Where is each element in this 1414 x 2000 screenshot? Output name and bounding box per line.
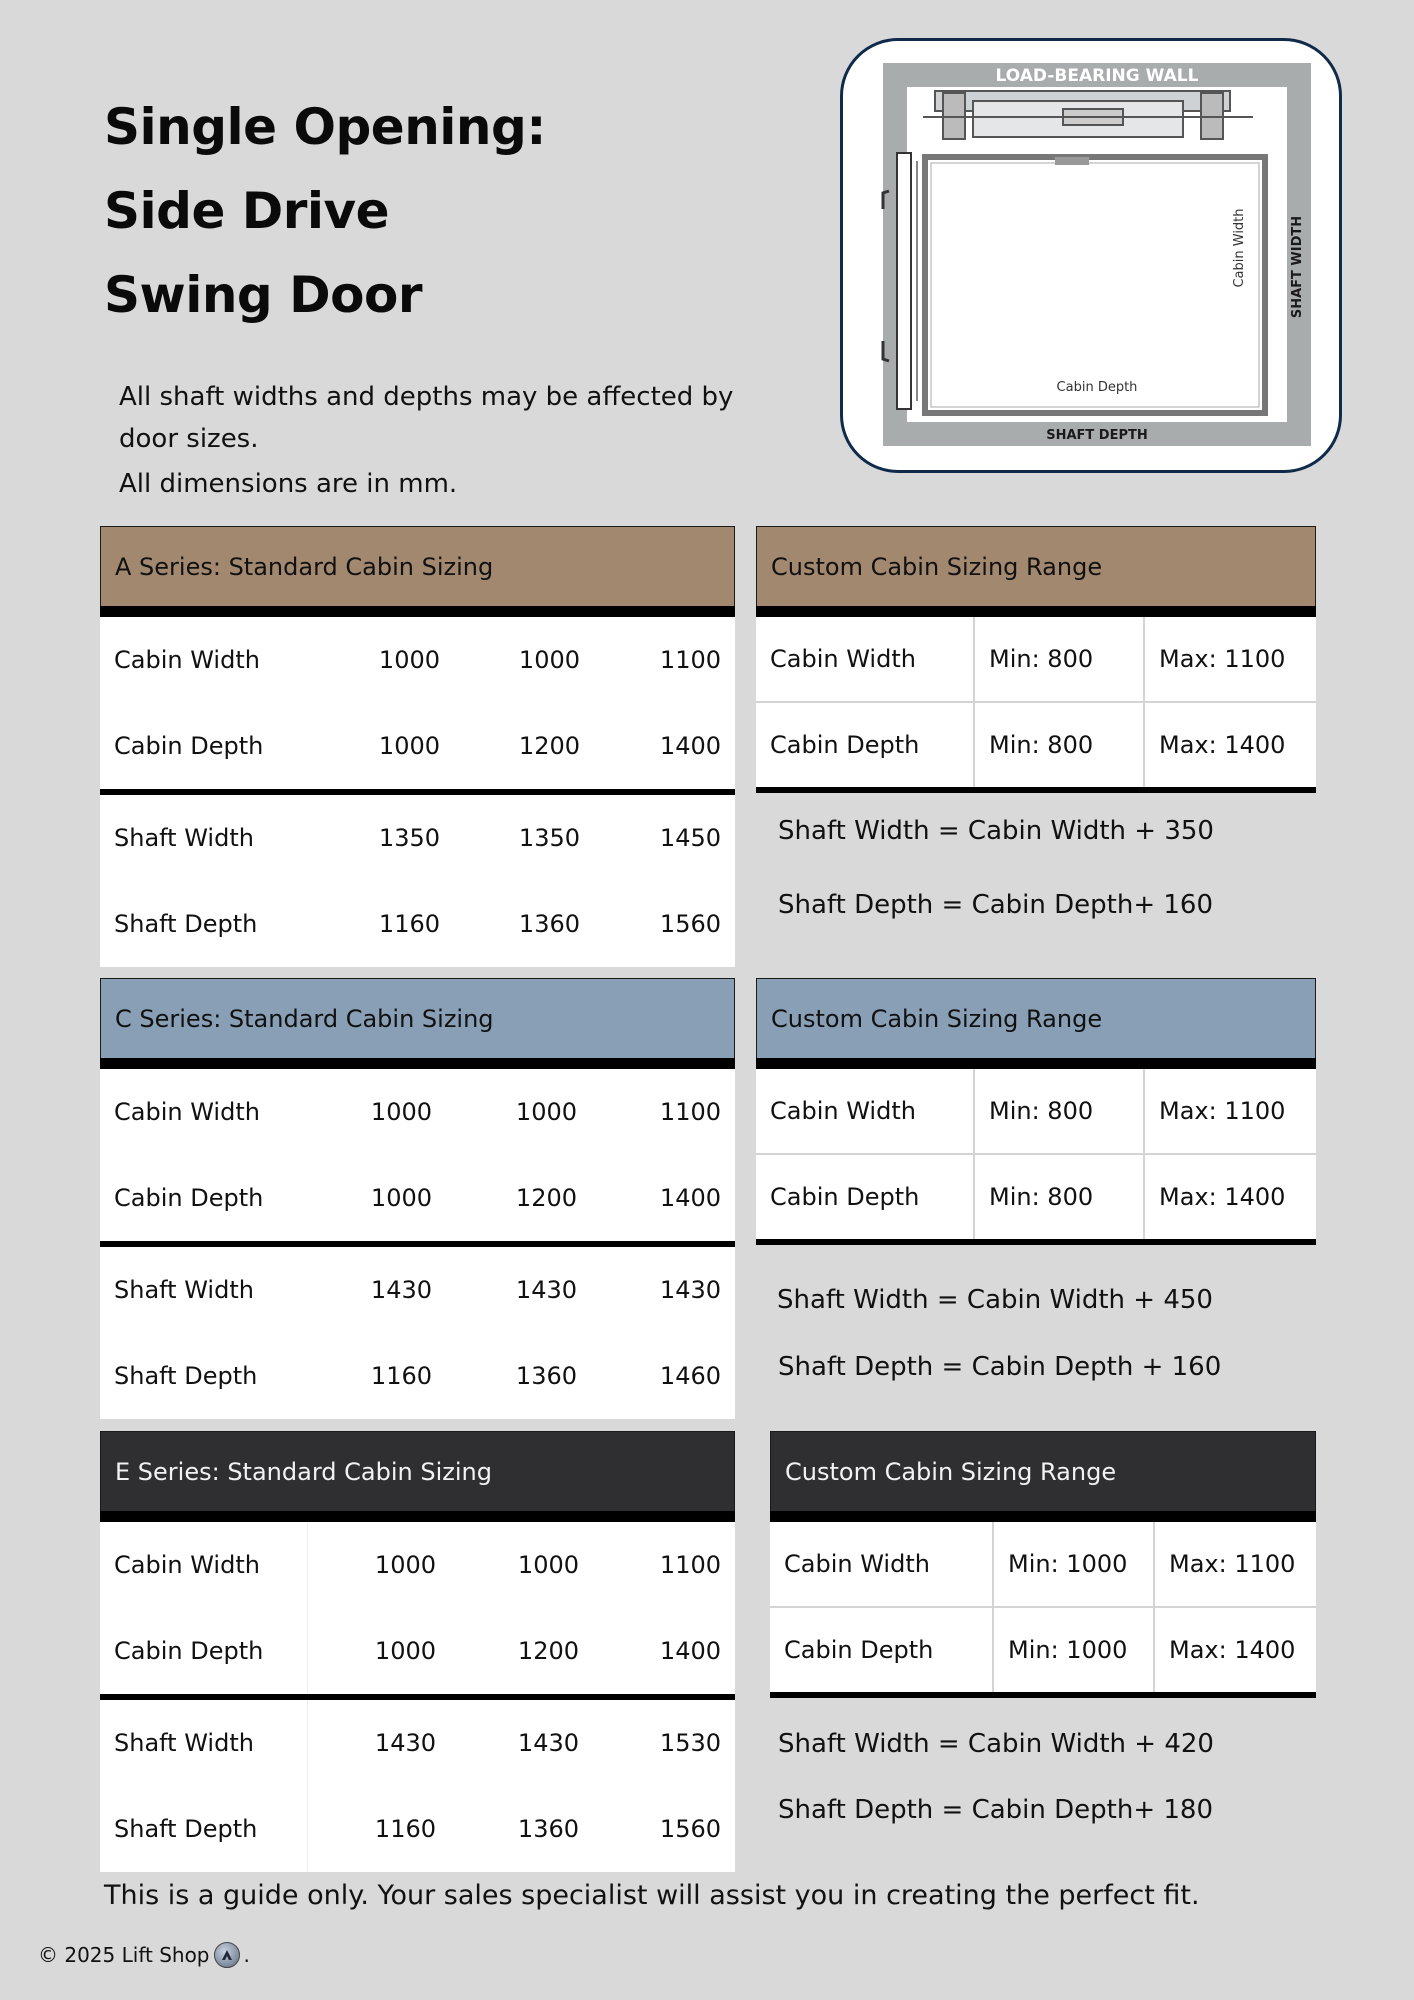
e-series-standard-table [100,1431,735,1872]
cabin-depth-label: Cabin Depth [1056,380,1138,395]
c-formula-shaft-width: Shaft Width = Cabin Width + 450 [777,1285,1213,1315]
row-label: Cabin Width [114,1098,260,1126]
table-row [770,1608,1316,1692]
intro-note-sizes: All shaft widths and depths may be affected by door sizes. [119,382,734,454]
cell-value: 1000 [515,1098,577,1126]
row-label: Shaft Width [114,1276,254,1304]
c-custom-header: Custom Cabin Sizing Range [756,978,1316,1058]
e-formula-shaft-width: Shaft Width = Cabin Width + 420 [778,1729,1214,1759]
cell-value: 1000 [374,1551,436,1579]
cell-value: 1430 [515,1276,577,1304]
table-row [100,1786,735,1872]
cell-value: 1200 [518,732,580,760]
cell-value: 1100 [659,1098,721,1126]
cell-value: 1000 [370,1098,432,1126]
cell-value: 1360 [517,1815,579,1843]
table-row [100,1155,735,1241]
row-label: Shaft Width [100,1700,308,1786]
min-value: Min: 800 [975,1069,1145,1153]
shaft-diagram [840,38,1342,473]
table-row [100,1247,735,1333]
cell-value: 1560 [659,910,721,938]
max-value: Max: 1400 [1159,1183,1286,1211]
table-row [100,1522,735,1608]
cell-value: 1160 [370,1362,432,1390]
shaft-depth-label: SHAFT DEPTH [1046,428,1148,443]
cell-value: 1000 [378,646,440,674]
min-value: Min: 1000 [994,1608,1155,1692]
max-value: Max: 1100 [1159,1097,1286,1125]
cell-value: 1000 [378,732,440,760]
row-label: Cabin Width [100,1522,308,1608]
e-custom-header: Custom Cabin Sizing Range [770,1431,1316,1511]
cabin-width-label: Cabin Width [1232,208,1247,288]
min-value: Min: 1000 [994,1522,1155,1606]
row-label: Cabin Width [114,646,260,674]
shaft-width-label: SHAFT WIDTH [1290,215,1305,319]
cell-value: 1430 [374,1729,436,1757]
guide-disclaimer: This is a guide only. Your sales specialist will assist you in creating the perfect fit. [104,1880,1200,1911]
cell-value: 1200 [517,1637,579,1665]
cell-value: 1350 [518,824,580,852]
drive-mechanism-icon [923,91,1253,139]
cell-value: 1350 [378,824,440,852]
c-series-header: C Series: Standard Cabin Sizing [100,978,735,1058]
table-row [100,703,735,789]
max-value: Max: 1100 [1159,645,1286,673]
table-row [100,795,735,881]
max-value: Max: 1400 [1169,1636,1296,1664]
cell-value: 1560 [659,1815,721,1843]
a-series-standard-table [100,526,735,967]
lift-shop-logo-icon [214,1942,240,1968]
cell-value: 1160 [378,910,440,938]
cell-value: 1400 [659,732,721,760]
table-row [100,617,735,703]
table-row [756,703,1316,787]
a-formula-shaft-depth: Shaft Depth = Cabin Depth+ 160 [778,890,1214,920]
row-label: Shaft Width [114,824,254,852]
row-label: Shaft Depth [100,1786,308,1872]
copyright-suffix: . [243,1943,250,1967]
cell-value: 1000 [517,1551,579,1579]
min-value: Min: 800 [975,617,1145,701]
row-label: Cabin Width [770,1522,994,1606]
row-label: Cabin Depth [100,1608,308,1694]
copyright-text: © 2025 Lift Shop [38,1943,210,1967]
row-label: Cabin Depth [756,703,975,787]
cell-value: 1400 [659,1637,721,1665]
a-series-header: A Series: Standard Cabin Sizing [100,526,735,606]
table-row [100,1333,735,1419]
page-title-line-3: Swing Door [104,266,422,324]
row-label: Cabin Depth [756,1155,975,1239]
cell-value: 1530 [659,1729,721,1757]
row-label: Cabin Depth [770,1608,994,1692]
table-row [770,1522,1316,1606]
cell-value: 1430 [517,1729,579,1757]
row-label: Shaft Depth [114,910,258,938]
cell-value: 1400 [659,1184,721,1212]
row-label: Cabin Width [756,1069,975,1153]
page-title-line-2: Side Drive [104,182,390,240]
e-series-header: E Series: Standard Cabin Sizing [100,1431,735,1511]
table-row [756,1155,1316,1239]
cell-value: 1360 [515,1362,577,1390]
c-series-custom-table [756,978,1316,1245]
cell-value: 1450 [659,824,721,852]
cell-value: 1430 [659,1276,721,1304]
cell-value: 1160 [374,1815,436,1843]
c-formula-shaft-depth: Shaft Depth = Cabin Depth + 160 [778,1352,1222,1382]
table-row [100,1608,735,1694]
cell-value: 1200 [515,1184,577,1212]
table-row [756,617,1316,701]
table-row [756,1069,1316,1153]
c-series-standard-table [100,978,735,1419]
table-row [100,1700,735,1786]
table-row [100,1069,735,1155]
row-label: Cabin Depth [114,1184,264,1212]
table-row [100,881,735,967]
intro-note-units: All dimensions are in mm. [119,469,458,499]
max-value: Max: 1400 [1159,731,1286,759]
cell-value: 1100 [659,1551,721,1579]
cell-value: 1000 [374,1637,436,1665]
page-title-line-1: Single Opening: [104,98,546,156]
row-label: Shaft Depth [114,1362,258,1390]
row-label: Cabin Depth [114,732,264,760]
cell-value: 1360 [518,910,580,938]
cell-value: 1000 [370,1184,432,1212]
e-series-custom-table [770,1431,1316,1698]
cell-value: 1460 [659,1362,721,1390]
min-value: Min: 800 [975,1155,1145,1239]
a-series-custom-table [756,526,1316,793]
cell-value: 1000 [518,646,580,674]
wall-label: LOAD-BEARING WALL [995,66,1199,86]
cell-value: 1430 [370,1276,432,1304]
e-formula-shaft-depth: Shaft Depth = Cabin Depth+ 180 [778,1795,1214,1825]
shaft-plan-drawing [843,41,1339,470]
a-custom-header: Custom Cabin Sizing Range [756,526,1316,606]
min-value: Min: 800 [975,703,1145,787]
row-label: Cabin Width [756,617,975,701]
a-formula-shaft-width: Shaft Width = Cabin Width + 350 [778,816,1214,846]
copyright [38,1942,250,1968]
cell-value: 1100 [659,646,721,674]
max-value: Max: 1100 [1169,1550,1296,1578]
